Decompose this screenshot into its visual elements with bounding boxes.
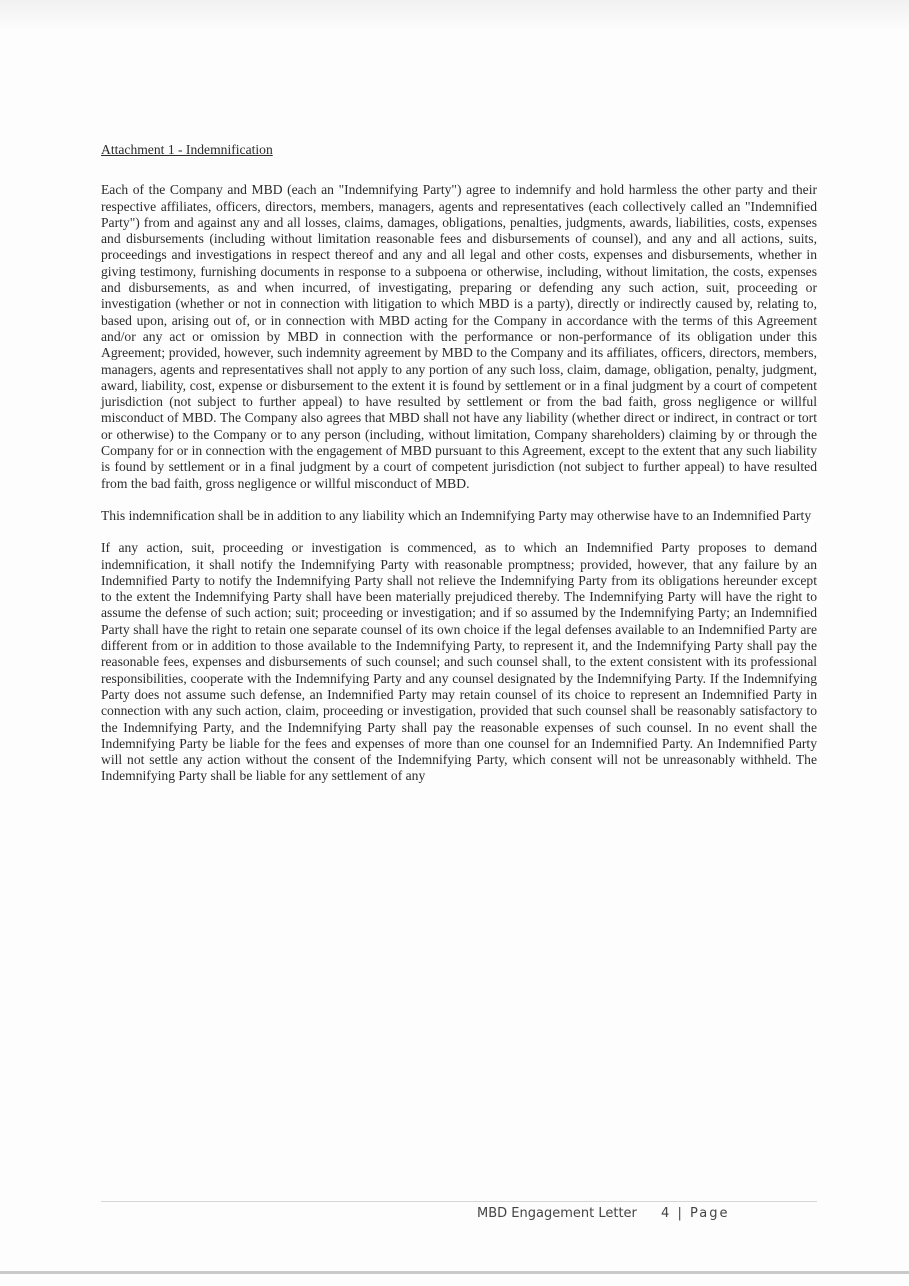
footer-divider <box>101 1201 817 1202</box>
scan-bottom-edge <box>0 1271 909 1274</box>
section-heading: Attachment 1 - Indemnification <box>101 142 273 157</box>
footer-page-number: 4 <box>661 1206 672 1221</box>
paragraph-additional-liability: This indemnification shall be in addition to any liability which an Indemnifying Party may otherwise have to an Indemnified Party <box>101 507 812 523</box>
paragraph-indemnity: Each of the Company and MBD (each an "Indemnifying Party") agree to indemnify and hold harmless the other party and their respective affiliates, officers, directors, members, managers, agents and representatives (each collectively called an "Indemnified Party") from and against any and all losses, claims, damages, obligations, penalties, judgments, awards, liabilities, costs, expenses and disbursements (including without limitation reasonable fees and disbursements of counsel), and any and all actions, suits, proceedings and investigations in respect thereof and any and all legal and other costs, expenses and disbursements, whether in giving testimony, furnishing documents in response to a subpoena or otherwise, including, without limitation, the costs, expenses and disbursements, as and when incurred, of investigating, preparing or defending any such action, suit, proceeding or investigation (whether or not in connection with litigation to which MBD is a party), directly or indirectly caused by, relating to, based upon, arising out of, or in connection with MBD acting for the Company in accordance with the terms of this Agreement and/or any act or omission by MBD in connection with the performance or non-performance of its obligation under this Agreement; provided, however, such indemnity agreement by MBD to the Company and its affiliates, officers, directors, members, managers, agents and representatives shall not apply to any portion of any such loss, claim, damage, obligation, penalty, judgment, award, liability, cost, expense or disbursement to the extent it is found by settlement or in a final judgment by a court of competent jurisdiction (not subject to further appeal) to have resulted by settlement or from the bad faith, gross negligence or willful misconduct of MBD. The Company also agrees that MBD shall not have any liability (whether direct or indirect, in contract or tort or otherwise) to the Company or to any person (including, without limitation, Company shareholders) claiming by or through the Company for or in connection with the engagement of MBD pursuant to this Agreement, except to the extent that any such liability is found by settlement or in a final judgment by a court of competent jurisdiction (not subject to further appeal) to have resulted from the bad faith, gross negligence or willful misconduct of MBD. <box>101 182 817 491</box>
document-body <box>101 142 817 801</box>
page-footer <box>477 1206 729 1221</box>
paragraph-notification-procedure: If any action, suit, proceeding or investigation is commenced, as to which an Indemnified Party proposes to demand indemnification, it shall notify the Indemnifying Party with reasonable promptness; provided, however, that any failure by an Indemnified Party to notify the Indemnifying Party shall not relieve the Indemnifying Party from its obligations hereunder except to the extent the Indemnifying Party shall have been materially prejudiced thereby. The Indemnifying Party will have the right to assume the defense of such action; suit; proceeding or investigation; and if so assumed by the Indemnifying Party; an Indemnified Party shall have the right to retain one separate counsel of its own choice if the legal defenses available to an Indemnified Party are different from or in addition to those available to the Indemnifying Party, to represent it, and the Indemnifying Party shall pay the reasonable fees, expenses and disbursements of such counsel; and such counsel shall, to the extent consistent with its professional responsibilities, cooperate with the Indemnifying Party and any counsel designated by the Indemnifying Party. If the Indemnifying Party does not assume such defense, an Indemnified Party may retain counsel of its choice to represent an Indemnified Party in connection with any such action, claim, proceeding or investigation, provided that such counsel shall be reasonably satisfactory to the Indemnifying Party, and the Indemnifying Party shall pay the reasonable expenses of such counsel. In no event shall the Indemnifying Party be liable for the fees and expenses of more than one counsel for an Indemnified Party. An Indemnified Party will not settle any action without the consent of the Indemnifying Party, which consent will not be unreasonably withheld. The Indemnifying Party shall be liable for any settlement of any <box>101 540 817 784</box>
footer-title: MBD Engagement Letter <box>477 1206 637 1221</box>
footer-separator: | <box>677 1206 684 1221</box>
footer-page-label <box>661 1206 729 1221</box>
footer-page-word: Page <box>689 1206 730 1221</box>
scan-top-shade <box>0 0 909 32</box>
